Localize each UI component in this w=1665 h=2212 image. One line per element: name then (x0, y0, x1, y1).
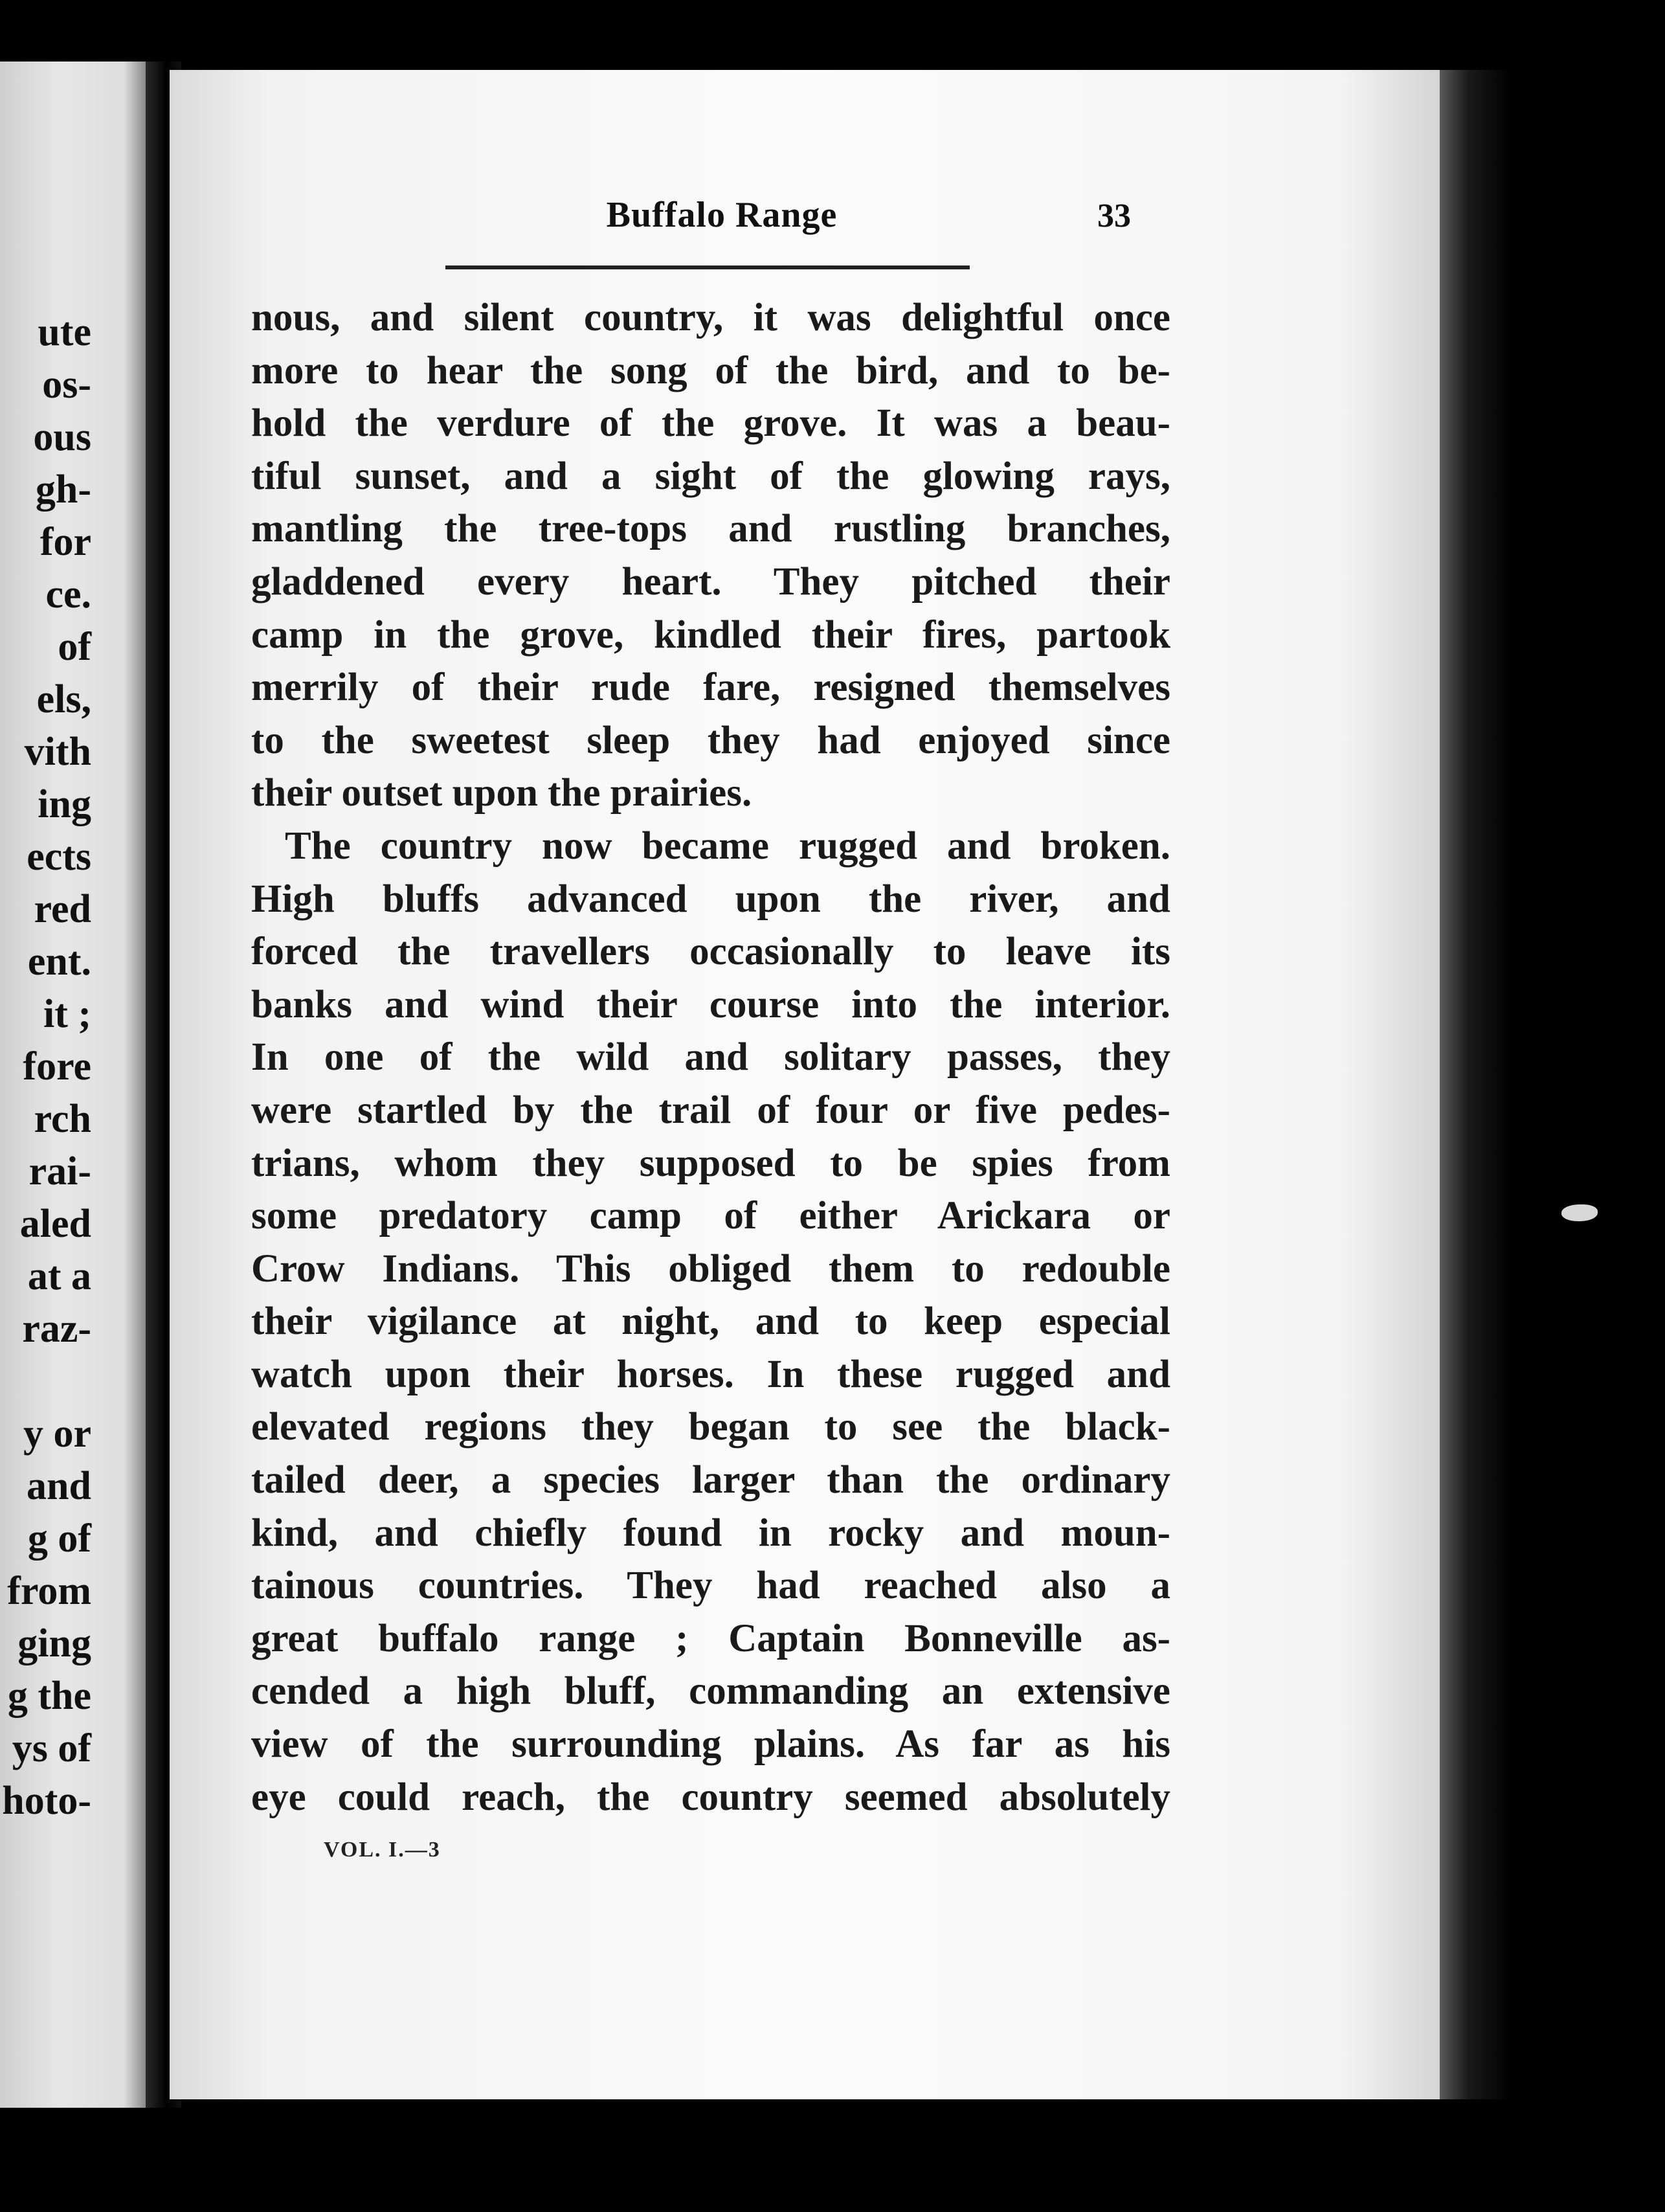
text-line: tailed deer, a species larger than the ordinary (251, 1458, 1170, 1502)
header-rule (445, 265, 970, 269)
text-line: their outset upon the prairies. (251, 771, 752, 815)
fragment-line: ects (27, 835, 91, 879)
text-line: to the sweetest sleep they had enjoyed since (251, 718, 1170, 762)
text-line: mantling the tree-tops and rustling branches, (251, 507, 1170, 551)
body-text (251, 291, 1170, 1823)
text-line: watch upon their horses. In these rugged and (251, 1352, 1170, 1396)
fragment-line: ous (33, 415, 91, 459)
fragment-line: ys of (12, 1726, 91, 1770)
fragment-line: g the (7, 1674, 91, 1718)
text-line: Crow Indians. This obliged them to redouble (251, 1247, 1170, 1291)
text-line: trians, whom they supposed to be spies from (251, 1141, 1170, 1185)
fragment-line: red (34, 887, 91, 931)
text-line: gladdened every heart. They pitched their (251, 559, 1170, 604)
fragment-line: of (58, 625, 91, 669)
fragment-line: els, (36, 677, 91, 721)
text-line: forced the travellers occasionally to leave its (251, 930, 1170, 974)
text-line: banks and wind their course into the interior. (251, 982, 1170, 1026)
text-line: were startled by the trail of four or five pedes- (251, 1088, 1170, 1132)
text-line: view of the surrounding plains. As far as his (251, 1722, 1170, 1766)
text-line: tiful sunset, and a sight of the glowing rays, (251, 454, 1170, 498)
running-head: Buffalo Range (606, 195, 838, 235)
text-line: eye could reach, the country seemed absolutely (251, 1775, 1170, 1819)
text-line: camp in the grove, kindled their fires, partook (251, 613, 1170, 657)
fragment-line: ging (17, 1621, 91, 1665)
scan-artifact (1561, 1204, 1598, 1221)
fragment-line: from (7, 1569, 91, 1613)
text-line: hold the verdure of the grove. It was a beau- (251, 401, 1170, 446)
fragment-line: at a (27, 1254, 91, 1298)
fragment-line: ute (38, 310, 91, 354)
fragment-line: rai- (28, 1149, 91, 1193)
fragment-line: gh- (35, 468, 91, 512)
fragment-line: g of (27, 1517, 91, 1561)
text-line: nous, and silent country, it was delightful once (251, 296, 1170, 339)
fragment-line: ing (38, 782, 91, 826)
text-line: In one of the wild and solitary passes, they (251, 1035, 1170, 1079)
text-line: some predatory camp of either Arickara or (251, 1194, 1170, 1238)
signature-mark: VOL. I.—3 (324, 1838, 441, 1862)
page-edge-shadow (1440, 70, 1511, 2099)
fragment-line: aled (19, 1202, 91, 1246)
text-line: tainous countries. They had reached also a (251, 1564, 1170, 1608)
text-line: cended a high bluff, commanding an extensive (251, 1669, 1170, 1713)
text-line: elevated regions they began to see the black- (251, 1405, 1170, 1449)
fragment-line: vith (24, 730, 91, 774)
fragment-line: hoto- (2, 1779, 91, 1823)
fragment-line: it ; (43, 992, 91, 1036)
fragment-line: os- (42, 363, 91, 407)
fragment-line: y or (23, 1412, 91, 1456)
fragment-line: fore (23, 1044, 91, 1089)
page-number: 33 (1097, 198, 1131, 234)
text-line: merrily of their rude fare, resigned themselves (251, 666, 1170, 710)
fragment-line: for (39, 520, 91, 564)
fragment-line: ent. (27, 940, 91, 984)
fragment-line: raz- (22, 1307, 91, 1351)
fragment-line: ce. (45, 572, 91, 616)
text-line: great buffalo range ; Captain Bonneville as- (251, 1616, 1170, 1660)
fragment-line: rch (34, 1097, 91, 1141)
text-line: kind, and chiefly found in rocky and moun- (251, 1511, 1170, 1555)
text-line: The country now became rugged and broken. (285, 824, 1170, 868)
previous-page-edge (0, 62, 146, 2108)
text-line: their vigilance at night, and to keep especial (251, 1300, 1170, 1344)
fragment-line: and (27, 1464, 91, 1508)
text-line: High bluffs advanced upon the river, and (251, 877, 1170, 921)
scan-background (1511, 0, 1665, 2212)
text-line: more to hear the song of the bird, and to be- (251, 348, 1170, 392)
